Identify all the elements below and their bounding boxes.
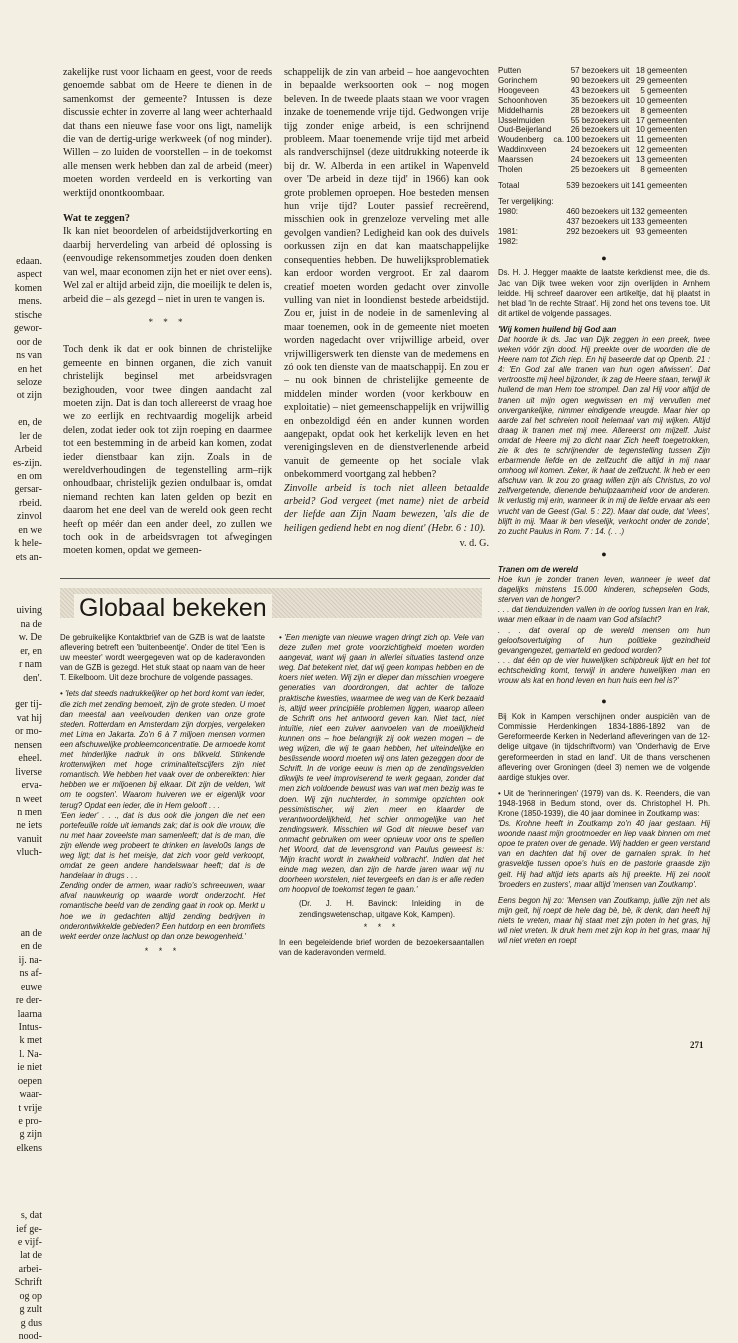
- paragraph: Ik kan niet beoordelen of arbeidstijdverkorting en daarbij herverdeling van arbeid dé oplossing is (eenvoudige rekensommetjes zouden doen denken van wel, maar economen zijn het er niet over eens). Wel zal er altijd arbeid zijn, die moeilijk te delen is, arbeid die – als gezegd – niet in uren te vangen is.: [63, 226, 272, 305]
- table-row: [498, 86, 689, 96]
- globaal-column-right: [279, 633, 484, 958]
- table-cell: 29 gemeenten: [635, 75, 688, 85]
- gutter-line: ot zijn: [16, 390, 42, 402]
- gutter-line: en de: [20, 941, 42, 953]
- separator-stars: * * *: [363, 921, 400, 932]
- gutter-line: e pro-: [18, 1116, 42, 1127]
- paragraph: zakelijke rust voor lichaam en geest, voor de reeds genoemde sabbat om de Heere te dienen in de samenkomst der gemeente? Intussen is deze discussie echter in zoverre al lang weer achterhaald dat thans een nieuwe fase voor ons ligt, namelijk die van de dertig-urige werkweek (of nog minder). Willen – zo luiden de voorstellen – in de toekomst alle mensen werk hebben dan zal de arbeid (meer) moeten worden verdeeld en is verkorting van werktijd onontkoombaar.: [63, 67, 272, 199]
- table-row: [498, 145, 689, 155]
- table-cell: IJsselmuiden: [498, 115, 545, 125]
- table-cell: Middelharnis: [498, 105, 544, 115]
- gutter-line: [0, 685, 42, 698]
- gutter-line: vat hij: [16, 712, 42, 724]
- gutter-line: den'.: [23, 672, 42, 684]
- quote: • 'Een menigte van nieuwe vragen dringt zich op. Vele van deze zullen met grote voorzichtigheid moeten worden aangevat, want wij gaan in allerlei situaties tastend onze weg. Dat betekent niet, dat wij geen kompas hebben en de koers niet weten. Wij zijn er dieper dan misschien vroegere generaties van doordrongen, dat achter de talloze praktische kwesties, waarmee de weg van de Kerk bezaaid is, altijd weer principiële problemen liggen, waarop alleen de Schrift ons het antwoord geven kan. Niet tact, niet intuïtie, niet een zuiver aanvoelen van de moeilijkheid kunnen ons – hoe belangrijk zij ook wezen mogen – de weg wijzen, die wij te gaan hebben, het uiteindelijke en beslissende woord moeten wij ons laten gezeggen door de Schrift. In de vorige eeuw is men op de zendingsvelden dikwijls te veel improviserend te werk gegaan, zonder dat men zich voldoende bewust was van wat men bezig was te doen. Wij zijn nuchterder, in sommige opzichten ook pessimistischer, wij zien meer en klaarder de verantwoordelijkheid, het schier onmogelijke van het zendingswerk. Misschien wil God dit nieuwe besef van onmacht gebruiken om weer opnieuw voor ons te spellen het Woord, dat de levensgrond van Paulus geweest is: 'Mijn kracht wordt in zwakheid volbracht'. Indien dat het einde mag wezen, dan zijn de harde jaren waar wij nu doorheen worstelen, niet tevergeefs en dan is er alle reden om hoopvol de toekomst tegen te gaan.': [279, 633, 484, 895]
- table-cell: 10 gemeenten: [635, 125, 688, 135]
- quote: Hoe kun je zonder tranen leven, wanneer je weet dat dagelijks minstens 15.000 kinderen, schepselen Gods, sterven van de honger?: [498, 575, 710, 605]
- table-cell: Woudenberg: [498, 135, 544, 145]
- gutter-line: g dus: [20, 1317, 42, 1329]
- table-cell: 35 bezoekers uit: [570, 95, 630, 105]
- quote: • 'Iets dat steeds nadrukkelijker op het bord komt van ieder, die zich met zending bemoeit, zijn de grote steden. U moet dan meestal aan veelvouden denken van onze grote steden. Rotterdam en Amsterdam zijn dorpjes, vergeleken met Lima en Jakarta. Zo'n 6 à 7 miljoen mensen vormen een afschuwelijke probleemconcentratie. De armoede komt met hinderlijke nadruk in ons blikveld. Stinkende krottenwijken met hoge criminaliteitscijfers zijn niet romantisch. We hebben het vaak over de onbereikten: hier hebben we er miljoenen bij elkaar. Dit zijn de velden, 'wit om te oogsten'. Waarom huiveren we er eigenlijk voor terug? Opdat een ieder, die in Hem gelooft . . .: [60, 689, 265, 810]
- gutter-line: ger tij-: [15, 699, 42, 711]
- gutter-line: g zijn: [19, 1129, 42, 1141]
- gutter-line: aspect: [17, 269, 42, 281]
- table-cell: 11 gemeenten: [636, 135, 688, 145]
- table-cell: [553, 237, 631, 247]
- gutter-line: t vrije: [18, 1102, 42, 1114]
- gutter-line: re der-: [15, 995, 42, 1007]
- section-divider: [60, 578, 490, 579]
- gutter-line: en om: [17, 471, 42, 482]
- gutter-line: waar-: [19, 1089, 42, 1101]
- gutter-line: [0, 900, 42, 913]
- table-cell: 13 gemeenten: [635, 155, 688, 165]
- gutter-line: stische: [14, 309, 42, 321]
- sub-heading: 'Wij komen huilend bij God aan: [498, 324, 617, 334]
- gutter-line: e vijf-: [17, 1236, 42, 1248]
- table-row: [498, 181, 689, 191]
- table-cell: 10 gemeenten: [635, 95, 688, 105]
- paragraph: Zinvolle arbeid is toch niet alleen betaalde arbeid? God vergeet (met name) niet de arbeid der liefde aan Zijn Naam bewezen, 'als die de heiligen gediend hebt en nog dient' (Hebr. 6 : 10).: [284, 482, 489, 534]
- gutter-line: Arbeid: [14, 444, 42, 456]
- table-cell: Totaal: [498, 180, 520, 190]
- gutter-line: s, dat: [20, 1210, 42, 1222]
- table-cell: 26 bezoekers uit: [570, 125, 630, 135]
- table-cell: 141 gemeenten: [631, 180, 688, 190]
- table-cell: Maarssen: [498, 155, 534, 165]
- table-cell: Schoonhoven: [498, 95, 547, 105]
- gutter-line: ief ge-: [16, 1223, 42, 1235]
- table-cell: Tholen: [498, 165, 523, 175]
- gutter-line: oor de: [16, 336, 42, 348]
- gutter-line: n men: [17, 806, 42, 818]
- column-1: [63, 66, 272, 558]
- table-cell: 24 bezoekers uit: [570, 155, 630, 165]
- table-cell: 25 bezoekers uit: [570, 165, 630, 175]
- gutter-line: k hele-: [14, 538, 42, 550]
- gutter-line: elkens: [16, 1142, 42, 1154]
- quote: Dat hoorde ik ds. Jac van Dijk zeggen in een preek, twee weken vóór zijn dood. Hij preekte over de woorden die de Heere nam tot Zich riep. En hij baseerde dat op Openb. 21 : 4: 'En God zal alle tranen van hun ogen afwissen'. Dat vertroostte mij heel bijzonder, ik zag de Heere staan, terwijl ik huilend de man Hem toe strompel. Dan zal Hij voor altijd de tranen uit mijn ogen wegwissen en mij vervullen met onvergankelijke, nimmer eindigende vreugde. Maar hier op aarde zal het schreien nooit helemaal van mij wijken. Altijd draag ik tranen met mij mee. Allereerst om mijzelf. Juist omdat de Heere mij zo dicht naar Zich heeft toegetrokken, zie ik des te schrijnender de tegenstelling tussen Zijn erbarmende liefde en de zelfzucht die altijd in mij naar omhoog wil komen. Zeker, ik haat de zelfzucht. Ik heb er een afschuw van. Ik zou zo graag willen zijn als Christus, zo vol zelfvergetende, dienende behulpzaamheid voor de anderen. Ik verlustig mij erin, wanneer ik in mij de liefde ervaar als een vrucht van de Geest (Gal. 5 : 22). Maar dat oude, dat 'vlees', blijft in mij. 'Maar ik ben vleselijk, verkocht onder de zonde', zo zucht Paulus in Rom. 7 : 14. (. . .): [498, 334, 710, 536]
- gutter-line: nensen: [14, 739, 42, 751]
- gutter-line: l. Na-: [19, 1048, 42, 1060]
- table-cell: 8 gemeenten: [640, 105, 688, 115]
- table-row: [498, 116, 689, 126]
- table-cell: 1980:: [498, 206, 519, 216]
- gutter-line: liverse: [15, 766, 42, 778]
- bullet-separator: ●: [601, 696, 607, 707]
- paragraph: • Uit de 'herinneringen' (1979) van ds. K. Reenders, die van 1948-1968 in Bedum stond, over ds. Christophel H. Ph. Krone (1850-1939), die 40 jaar dominee in Zoutkamp was:: [498, 788, 710, 818]
- gutter-line: [0, 403, 42, 416]
- table-cell: 460 bezoekers uit: [566, 206, 630, 216]
- table-cell: 24 bezoekers uit: [570, 145, 630, 155]
- gutter-line: n weet: [15, 793, 42, 805]
- gutter-line: w. De: [18, 632, 42, 644]
- table-cell: 8 gemeenten: [640, 165, 688, 175]
- gutter-line: mens.: [18, 296, 42, 308]
- column-3: [498, 66, 710, 946]
- table-cell: 43 bezoekers uit: [570, 85, 630, 95]
- table-row: [498, 135, 689, 145]
- quote: 'Een ieder' . . ., dat is dus ook die jongen die net een portefeuille rolde uit iemands zak; dat is ook die vrouw, die nu met haar zoveelste man samenleeft; dat is de man, die zijn ellende weg probeert te drinken en lavelo0s langs de weg ligt; dat is het meisje, dat zich voor geld verkoopt, omdat ze geen andere handelswaar heeft; dat is de handelaar in drugs . . .: [60, 810, 265, 881]
- gutter-line: uiving: [16, 605, 42, 617]
- gutter-line: ler de: [19, 430, 42, 442]
- table-cell: 437 bezoekers uit: [566, 216, 630, 226]
- table-cell: Gorinchem: [498, 75, 538, 85]
- gutter-line: [0, 1182, 42, 1195]
- paragraph: De gebruikelijke Kontaktbrief van de GZB is wat de laatste aflevering betreft een 'buitenbeentje'. Onder de titel 'Een is uw meester' wordt weergegeven wat op de kaderavonden van de GZB is gezegd. Het stuk staat op naam van de heer T. Eikelboom. Uit deze brochure de volgende passages.: [60, 633, 266, 683]
- table-cell: Oud-Beijerland: [498, 125, 552, 135]
- gutter-line: [0, 591, 42, 604]
- gutter-line: er, en: [20, 645, 42, 657]
- gutter-line: gersar-: [14, 484, 42, 496]
- table-cell: 17 gemeenten: [635, 115, 688, 125]
- table-cell: 539 bezoekers uit: [566, 180, 630, 190]
- column-2: [284, 66, 489, 551]
- gutter-line: an de: [20, 927, 42, 939]
- gutter-line: seloze: [17, 376, 42, 388]
- gutter-line: or mo-: [15, 726, 42, 738]
- quote: Eens begon hij zo: 'Mensen van Zoutkamp, jullie zijn net als mijn geit, hij roept de hele dag bè, bè, ik denk, dan heeft hij niets te vreten, maar hij staat met zijn poten in het gras, hij wil niet vreten. Ik druk hem met zijn kop in het gras, maar hij wil niet vreten en roept: [498, 895, 710, 946]
- table-cell: Hoogeveen: [498, 85, 539, 95]
- source-citation: (Dr. J. H. Bavinck: Inleiding in de zendingswetenschap, uitgave Kok, Kampen).: [299, 899, 484, 919]
- gutter-line: vluch-: [16, 847, 42, 859]
- table-cell: 57 bezoekers uit: [570, 66, 630, 75]
- table-cell: 18 gemeenten: [635, 66, 688, 75]
- table-cell: 132 gemeenten: [631, 206, 688, 216]
- gutter-line: k met: [19, 1035, 42, 1047]
- section-title: Globaal bekeken: [74, 594, 272, 623]
- gutter-line: zinvol: [17, 511, 42, 523]
- gutter-line: na de: [20, 618, 42, 630]
- gutter-line: erva-: [21, 780, 42, 792]
- gutter-line: euwe: [20, 981, 42, 993]
- section-heading: Wat te zeggen?: [63, 213, 130, 225]
- table-cell: 93 gemeenten: [635, 226, 688, 236]
- sub-heading: Tranen om de wereld: [498, 564, 578, 574]
- gutter-line: vanuit: [17, 833, 42, 845]
- gutter-line: ie niet: [17, 1062, 42, 1074]
- gutter-line: komen: [14, 282, 42, 294]
- table-cell: 1982:: [498, 236, 519, 246]
- quote: . . . dat tienduizenden vallen in de oorlog tussen Iran en Irak, waar men elkaar in de naam van God afslacht?: [498, 605, 710, 625]
- gutter-line: oepen: [18, 1075, 42, 1087]
- table-row: [498, 217, 689, 227]
- separator-stars: * * *: [144, 945, 181, 956]
- table-cell: 133 gemeenten: [631, 216, 688, 226]
- gutter-line: g zult: [19, 1304, 42, 1316]
- table-row: [498, 165, 689, 175]
- gutter-line: en het: [17, 363, 42, 375]
- author-signature: v. d. G.: [459, 538, 489, 550]
- table-cell: Putten: [498, 66, 522, 75]
- paragraph: Bij Kok in Kampen verschijnen onder auspiciën van de Commissie Herdenkingen 1834-1886-1892 van de Gereformeerde Kerken in Nederland afleveringen van de 12-delige uitgave (in tijdschriftvorm) van 'Onderhavig de Erve gereformeerden in stad en land'. Uit de thans verschenen aflevering over Groningen (deel 3) nemen we de volgende aardige stukjes over.: [498, 712, 710, 782]
- gutter-line: [0, 873, 42, 886]
- table-cell: 5 gemeenten: [640, 85, 688, 95]
- gutter-line: [0, 1169, 42, 1182]
- gutter-line: rbeid.: [18, 497, 42, 509]
- gutter-line: en, de: [18, 417, 42, 429]
- paragraph: In een begeleidende brief worden de bezoekersaantallen van de kaderavonden vermeld.: [279, 937, 484, 957]
- gutter-line: og op: [19, 1290, 42, 1302]
- table-row: [498, 237, 689, 247]
- table-row: [498, 106, 689, 116]
- table-cell: [631, 237, 689, 247]
- quote: Zending onder de armen, waar radio's schreeuwen, waar afval nauwkeurig op waarde wordt onderzocht. Het romantische beeld van de zending gaat in rook op. Merkt u hoe we in gedachten altijd zending bedrijven in onderontwikkelde gebieden? Een hutdorp en een bromfiets wekt eerder onze lachlust op dan onze bewogenheid.': [60, 881, 265, 941]
- table-cell: 1981:: [498, 226, 519, 236]
- table-cell: [498, 217, 553, 227]
- bullet-separator: ●: [601, 253, 607, 264]
- table-row: [498, 76, 689, 86]
- gutter-line: ns van: [16, 350, 42, 362]
- page-number: 271: [690, 1040, 704, 1050]
- bullet-separator: ●: [601, 548, 607, 559]
- table-cell: 292 bezoekers uit: [566, 226, 630, 236]
- table-row: [498, 227, 689, 237]
- gutter-line: r nam: [18, 659, 42, 671]
- gutter-line: [0, 887, 42, 900]
- gutter-line: laarna: [17, 1008, 42, 1020]
- gutter-line: [0, 1196, 42, 1209]
- gutter-line: ij. na-: [18, 954, 42, 966]
- table-cell: 28 bezoekers uit: [570, 105, 630, 115]
- table-label: Ter vergelijking:: [498, 196, 554, 206]
- gutter-line: gewor-: [13, 323, 42, 335]
- table-cell: 12 gemeenten: [635, 145, 688, 155]
- table-row: [498, 66, 689, 76]
- quote: . . . dat één op de vier huwelijken schipbreuk lijdt en het tot echtscheiding komt, terwijl in andere huwelijken man en vrouw als kat en hond leven en hun huis een hel is?': [498, 655, 710, 685]
- gutter-line: nood-: [18, 1331, 42, 1342]
- gutter-line: [0, 913, 42, 926]
- gutter-line: eheel.: [18, 753, 42, 765]
- gutter-line: [0, 564, 42, 577]
- paragraph: Toch denk ik dat er ook binnen de christelijke gemeente en binnen organen, die zich vanuit christelijk beginsel met arbeidsvragen bezighouden, voor twee dingen aandacht zal moeten zijn. Dat is dan toch allereerst de vraag hoe we zo eerlijk en rechtvaardig mogelijk arbeid delen, zodat ieder ook tot zijn roeping en daarmee tot een bestemming in de arbeid kan komen, zodat ieder dienstbaar kan zijn. Zoals in de wereldverhoudingen de tegenstelling arm–rijk onhoudbaar, christelijk gezien ondulbaar is, omdat niemand rechten kan laten gelden op bezit en daarom het ene deel van de wereld ook geen recht heeft op méér dan een ander deel, zo zullen we toch ook in de arbeidsvragen tot afwegingen moeten komen, opdat we gemeen-: [63, 344, 272, 557]
- gutter-line: [0, 860, 42, 873]
- gutter-line: ets an-: [15, 551, 42, 563]
- gutter-line: es-zijn.: [12, 457, 42, 469]
- gutter-line: Intus-: [18, 1021, 42, 1033]
- separator-stars: * * *: [148, 316, 187, 327]
- paragraph: schappelijk de zin van arbeid – hoe aangevochten in bepaalde werksoorten ook – nog mogen beleven. In de tweede plaats staan we voor vragen inzake de toenemende vrije tijd. Gedwongen vrije tijg zonder enige arbeid, is een schrijnend probleem. Maar toenemende vrije tijd met arbeid als randverschijnsel (deze uitdrukking noteerde ik bij dr. W. Alberda in een artikel in Wapenveld over 'De arbeid in deze tijd' in 1966) kan ook grote problemen oproepen. Hoe besteden mensen hun vrije tijd? Louter passief recreërend, misschien ook in grenzeloze verveling met alle gevolgen vandien? Ledigheid kan ook des duivels oorkussen zijn en dat kan maatschappelijke consequenties hebben. De huwelijksproblematiek kan erdoor worden vergroot. Er zal daarom creatief moeten worden gedacht over zinvolle vulling van niet in loondienst bestede arbeidstijd. Zou er, juist in de nodeie in de samenleving al maar toenemen, ook in de gemeente niet moeten worden nagedacht over vrijwillige arbeid, over vrijwilligerswerk ten dienste van de medemens en zó ook ten dienste van de maatschappij. En zou er – nu ook binnen de christelijke gemeente de middelen minder worden (voor kerkbouw en exploitatie) – niet gemeenschappelijk en vrijwillig en onbezoldigd één en ander kunnen worden aangepakt, opdat ook het kerkelijk leven en het verenigingsleven en de dienstverlenende arbeid vanuit de gemeente op het sociale vlak onbekommerd voortgang zal hebben?: [284, 67, 489, 481]
- globaal-column-left: [60, 633, 265, 956]
- gutter-line: lat de: [20, 1250, 42, 1262]
- quote: 'Ds. Krohne heeft in Zoutkamp zo'n 40 jaar gestaan. Hij woonde naast mijn grootmoeder en liep vaak binnen om met opoe te praten over de genade. Wij hadden er geen verstand van en dachten dat hij over de garnalen sprak. In het grasveldje tussen opoe's huis en de pastorie graasde zijn geit. Hij had altijd iets aparts als hij preekte. Hij zei nooit 'broeders en zusters', maar altijd 'mensen van Zoutkamp'.: [498, 819, 710, 889]
- table-row: [498, 125, 689, 135]
- gutter-line: arbei-: [18, 1263, 42, 1275]
- gutter-line: Schrift: [14, 1277, 42, 1289]
- paragraph: Ds. H. J. Hegger maakte de laatste kerkdienst mee, die ds. Jac van Dijk twee weken voor zijn overlijden in Arnhem leidde. Hij schreef daarover een artikeltje, dat hij plaatst in het blad 'In de rechte Straat'. Hij zond het ons tevens toe. Uit dit artikel de volgende passages.: [498, 268, 710, 318]
- table-cell: Waddinxveen: [498, 145, 547, 155]
- table-cell: 90 bezoekers uit: [570, 75, 630, 85]
- gutter-line: ns af-: [19, 968, 42, 980]
- gutter-line: [0, 578, 42, 591]
- table-row: [498, 155, 689, 165]
- quote: . . . dat overal op de wereld mensen om hun geloofsovertuiging of hun politieke gezindheid gevangengezet, gemarteld en gedood worden?: [498, 625, 710, 655]
- table-cell: ca. 100 bezoekers uit: [553, 135, 630, 145]
- visitors-table: [498, 66, 689, 246]
- table-row: [498, 96, 689, 106]
- gutter-line: edaan.: [16, 256, 42, 267]
- gutter-line: en we: [18, 524, 42, 536]
- previous-page-gutter: [0, 255, 42, 1343]
- table-cell: 55 bezoekers uit: [570, 115, 630, 125]
- gutter-line: ne iets: [16, 820, 42, 832]
- gutter-line: [0, 1155, 42, 1168]
- table-row: [498, 207, 689, 217]
